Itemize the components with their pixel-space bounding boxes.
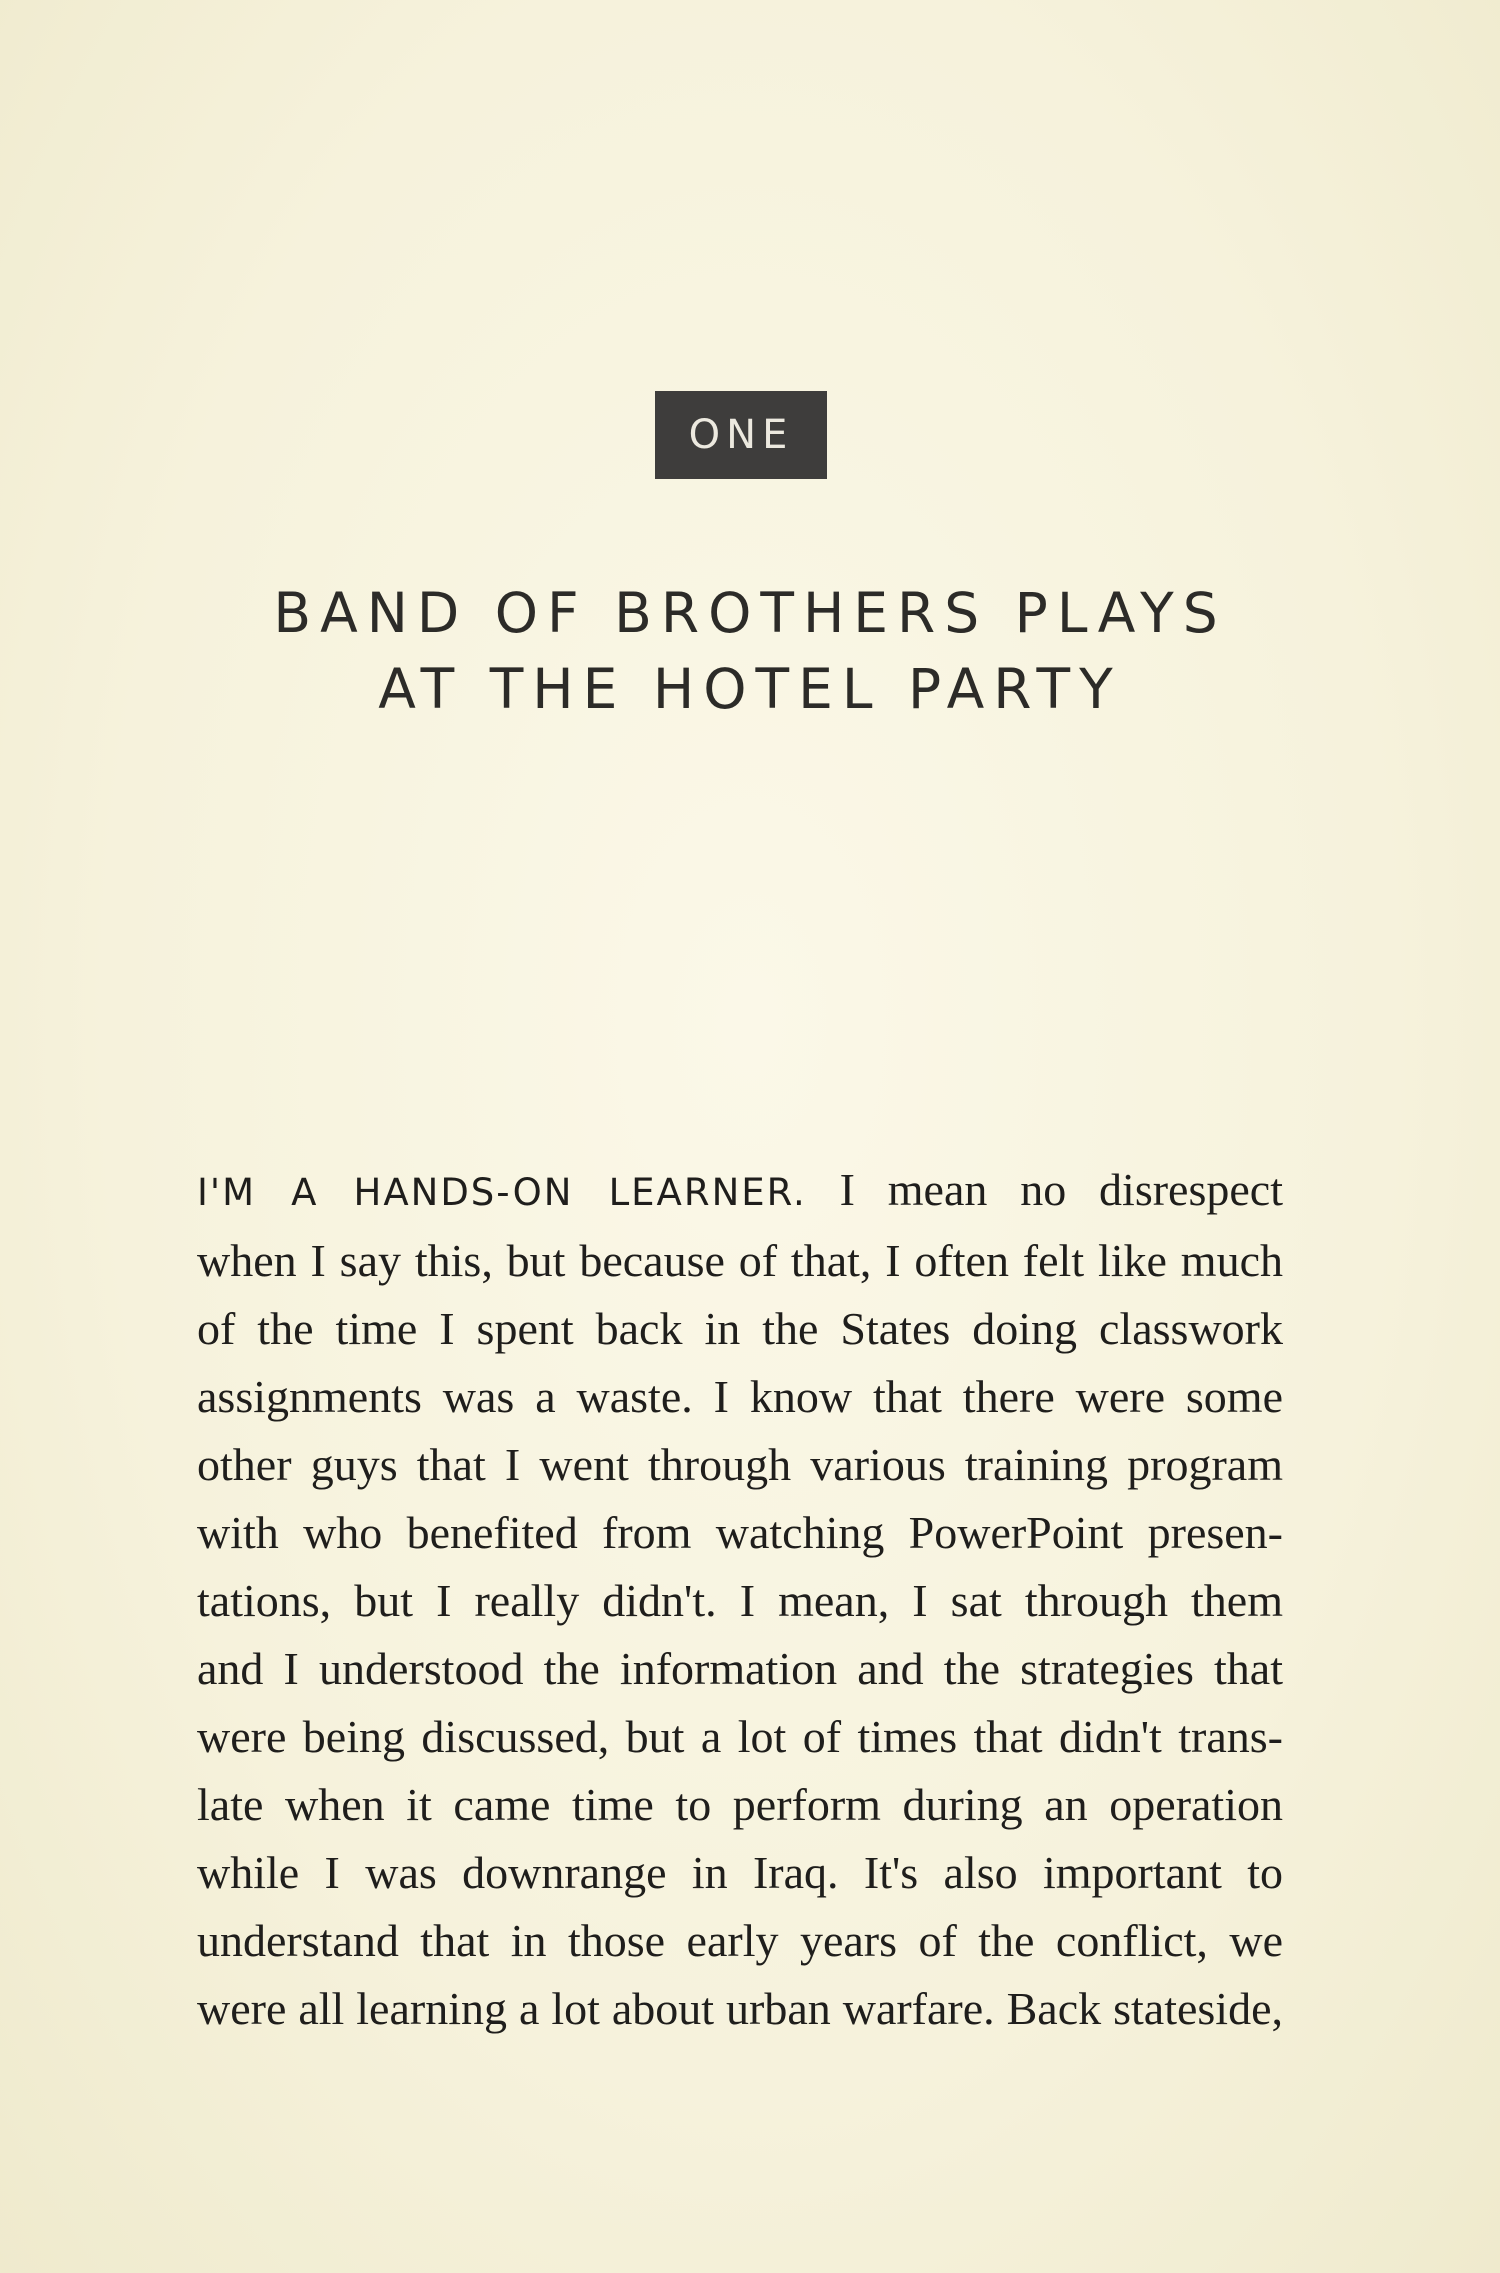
body-line-3: of the time I spent back in the States doing classwork — [197, 1303, 1283, 1354]
body-line-7: tations, but I really didn't. I mean, I sat through them — [197, 1575, 1283, 1626]
chapter-number-badge: ONE — [655, 391, 827, 479]
chapter-title-line-1: BAND OF BROTHERS PLAYS — [273, 580, 1227, 645]
body-line-10: late when it came time to perform during an operation — [197, 1779, 1283, 1830]
body-line-1 — [197, 1156, 1283, 1227]
body-line-9: were being discussed, but a lot of times that didn't trans- — [197, 1711, 1283, 1762]
body-line-8: and I understood the information and the strategies that — [197, 1643, 1283, 1694]
body-line-4: assignments was a waste. I know that there were some — [197, 1371, 1283, 1422]
chapter-title-line-2: AT THE HOTEL PARTY — [378, 656, 1122, 721]
body-line-12: understand that in those early years of the conflict, we — [197, 1915, 1283, 1966]
body-line-13: were all learning a lot about urban warfare. Back stateside, — [197, 1983, 1283, 2034]
body-line-1-text: I mean no disrespect — [806, 1164, 1283, 1215]
body-line-2: when I say this, but because of that, I often felt like much — [197, 1235, 1283, 1286]
chapter-title — [150, 575, 1350, 727]
lead-in-text: I'M A HANDS-ON LEARNER. — [197, 1171, 807, 1214]
body-paragraph — [197, 1156, 1283, 2043]
body-line-5: other guys that I went through various training program — [197, 1439, 1283, 1490]
body-line-6: with who benefited from watching PowerPoint presen- — [197, 1507, 1283, 1558]
body-line-11: while I was downrange in Iraq. It's also important to — [197, 1847, 1283, 1898]
